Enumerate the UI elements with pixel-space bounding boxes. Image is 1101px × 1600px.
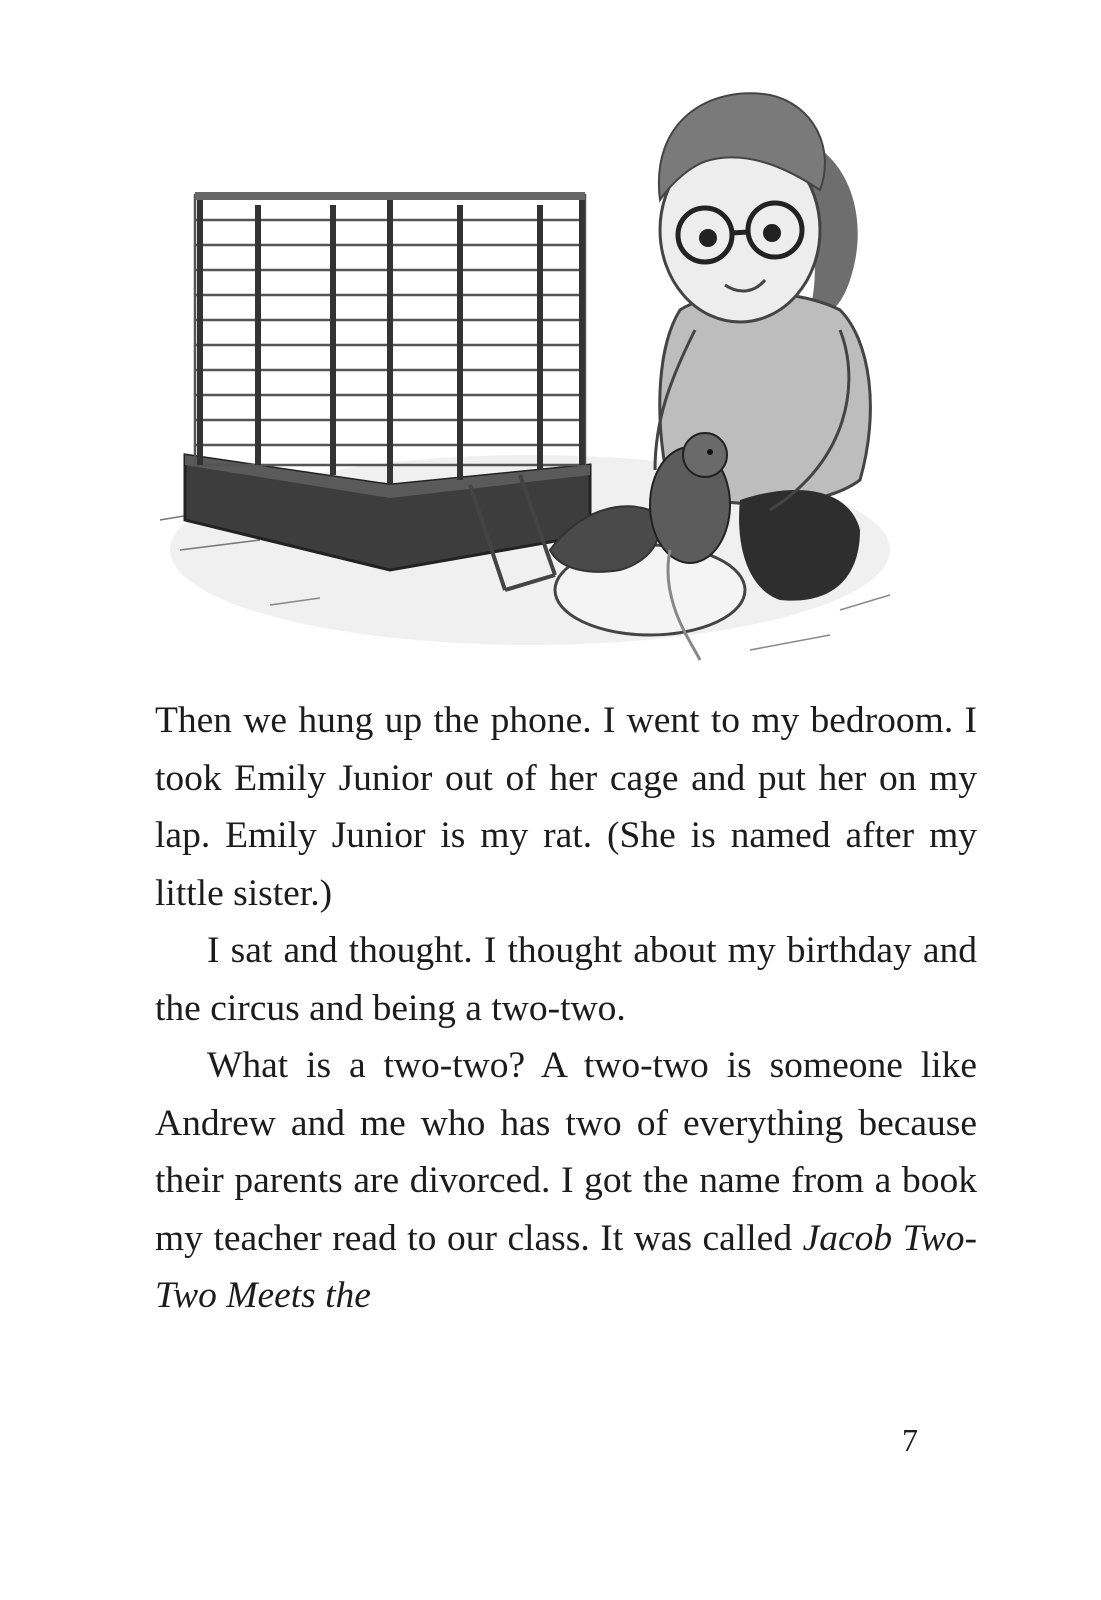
body-text (155, 692, 977, 1325)
rat-cage (185, 192, 590, 590)
paragraph-1: Then we hung up the phone. I went to my bedroom. I took Emily Junior out of her cage and put her on my lap. Emily Junior is my rat. (She is named after my little sister.) (155, 700, 977, 914)
paragraph-2: I sat and thought. I thought about my birthday and the circus and being a two-two. (155, 930, 977, 1029)
illustration-girl-with-rat-and-cage (150, 80, 910, 680)
paragraph-3-text: What is a two-two? A two-two is someone like Andrew and me who has two of everything because their parents are divorced. I got the name from a book my teacher read to our class. It was called (155, 1045, 977, 1259)
paragraph-3 (155, 1037, 977, 1325)
page-number: 7 (902, 1422, 918, 1458)
book-title-italic: Jacob Two-Two Meets the (155, 1217, 977, 1316)
